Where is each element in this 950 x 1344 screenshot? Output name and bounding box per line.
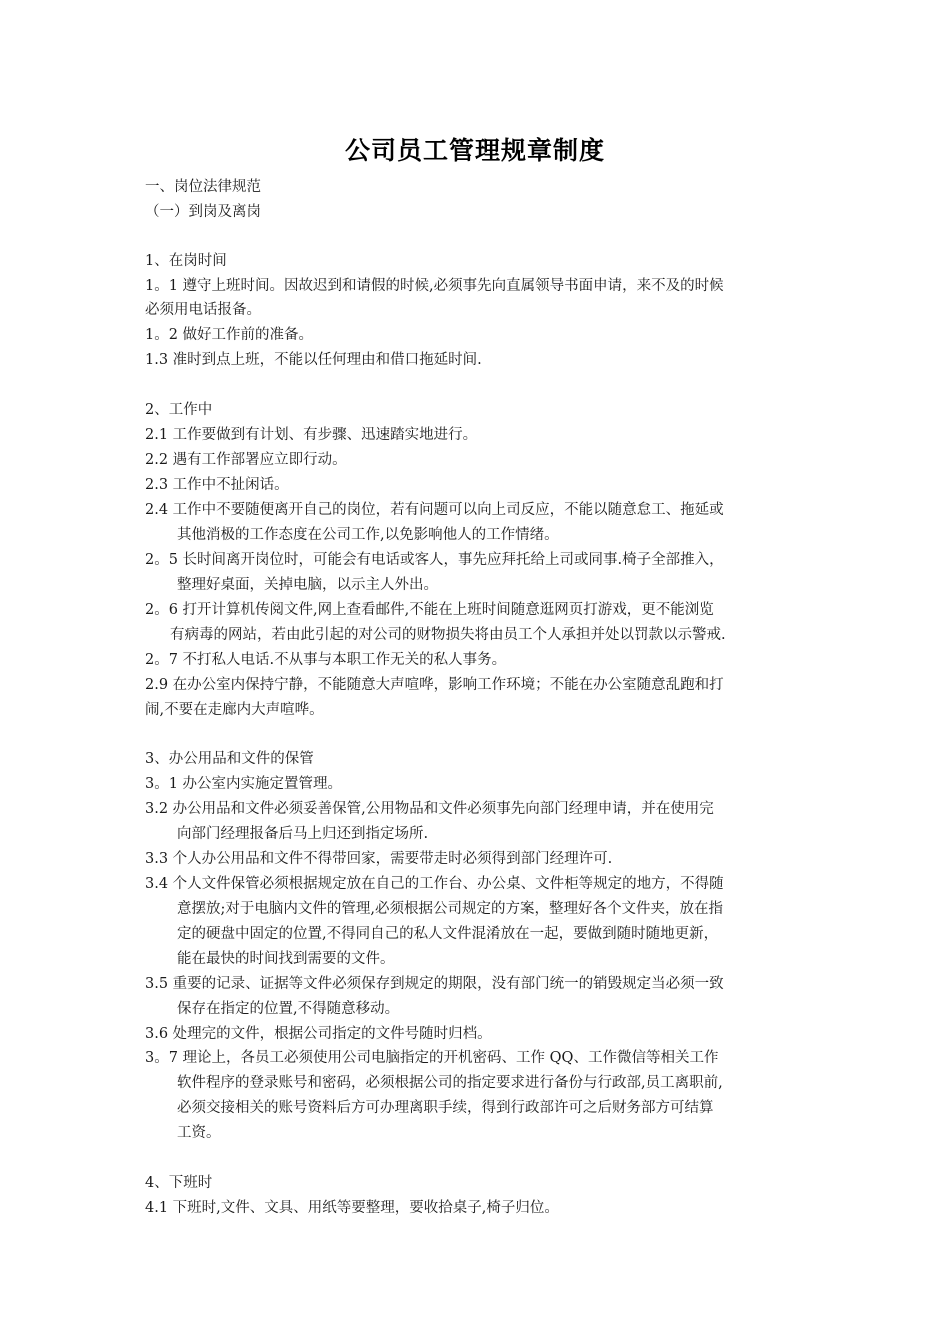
paragraph-line: 4.1 下班时,文件、文具、用纸等要整理，要收拾桌子,椅子归位。: [145, 1200, 559, 1216]
paragraph-line: 必须用电话报备。: [145, 302, 261, 318]
paragraph-line: 2。7 不打私人电话.不从事与本职工作无关的私人事务。: [145, 652, 507, 668]
paragraph-line: 2。6 打开计算机传阅文件,网上查看邮件,不能在上班时间随意逛网页打游戏，更不能浏览: [145, 602, 714, 618]
item-heading: 1、在岗时间: [145, 253, 227, 269]
paragraph-line: 3。1 办公室内实施定置管理。: [145, 776, 343, 792]
paragraph-line: 能在最快的时间找到需要的文件。: [177, 951, 395, 967]
item-heading: 2、工作中: [145, 402, 213, 418]
paragraph-line: 软件程序的登录账号和密码，必须根据公司的指定要求进行备份与行政部,员工离职前,: [177, 1075, 723, 1091]
paragraph-line: 3.6 处理完的文件，根据公司指定的文件号随时归档。: [145, 1026, 492, 1042]
paragraph-line: 1。1 遵守上班时间。因故迟到和请假的时候,必须事先向直属领导书面申请，来不及的时候: [145, 278, 724, 294]
paragraph-line: 2.1 工作要做到有计划、有步骤、迅速踏实地进行。: [145, 427, 478, 443]
paragraph-line: 1。2 做好工作前的准备。: [145, 327, 314, 343]
paragraph-line: 工资。: [177, 1125, 221, 1141]
paragraph-line: 2.4 工作中不要随便离开自己的岗位，若有问题可以向上司反应，不能以随意怠工、拖延或: [145, 502, 724, 518]
subsection-heading: （一）到岗及离岗: [145, 204, 261, 220]
paragraph-line: 向部门经理报备后马上归还到指定场所.: [177, 826, 429, 842]
paragraph-line: 3.2 办公用品和文件必须妥善保管,公用物品和文件必须事先向部门经理申请，并在使用完: [145, 801, 714, 817]
paragraph-line: 3.5 重要的记录、证据等文件必须保存到规定的期限，没有部门统一的销毁规定当必须一致: [145, 976, 724, 992]
paragraph-line: 3.3 个人办公用品和文件不得带回家，需要带走时必须得到部门经理许可.: [145, 851, 613, 867]
item-heading: 4、下班时: [145, 1175, 213, 1191]
paragraph-line: 2.3 工作中不扯闲话。: [145, 477, 289, 493]
paragraph-line: 闹,不要在走廊内大声喧哗。: [145, 702, 324, 718]
paragraph-line: 2.2 遇有工作部署应立即行动。: [145, 452, 347, 468]
paragraph-line: 2。5 长时间离开岗位时，可能会有电话或客人，事先应拜托给上司或同事.椅子全部推入，: [145, 552, 724, 568]
paragraph-line: 整理好桌面，关掉电脑，以示主人外出。: [177, 577, 438, 593]
paragraph-line: 意摆放;对于电脑内文件的管理,必须根据公司规定的方案，整理好各个文件夹，放在指: [177, 901, 723, 917]
paragraph-line: 必须交接相关的账号资料后方可办理离职手续，得到行政部许可之后财务部方可结算: [177, 1100, 714, 1116]
paragraph-line: 3。7 理论上，各员工必须使用公司电脑指定的开机密码、工作 QQ、工作微信等相关工作: [145, 1050, 719, 1066]
paragraph-line: 保存在指定的位置,不得随意移动。: [177, 1001, 400, 1017]
paragraph-line: 3.4 个人文件保管必须根据规定放在自己的工作台、办公桌、文件柜等规定的地方，不得随: [145, 876, 724, 892]
paragraph-line: 有病毒的网站，若由此引起的对公司的财物损失将由员工个人承担并处以罚款以示警戒.: [170, 627, 726, 643]
section-heading: 一、岗位法律规范: [145, 179, 261, 195]
paragraph-line: 定的硬盘中固定的位置,不得同自己的私人文件混淆放在一起，要做到随时随地更新，: [177, 926, 719, 942]
document-title: 公司员工管理规章制度: [344, 136, 605, 165]
item-heading: 3、办公用品和文件的保管: [145, 751, 314, 767]
paragraph-line: 1.3 准时到点上班，不能以任何理由和借口拖延时间.: [145, 352, 482, 368]
paragraph-line: 2.9 在办公室内保持宁静，不能随意大声喧哗，影响工作环境；不能在办公室随意乱跑和打: [145, 677, 724, 693]
paragraph-line: 其他消极的工作态度在公司工作,以免影响他人的工作情绪。: [177, 527, 559, 543]
